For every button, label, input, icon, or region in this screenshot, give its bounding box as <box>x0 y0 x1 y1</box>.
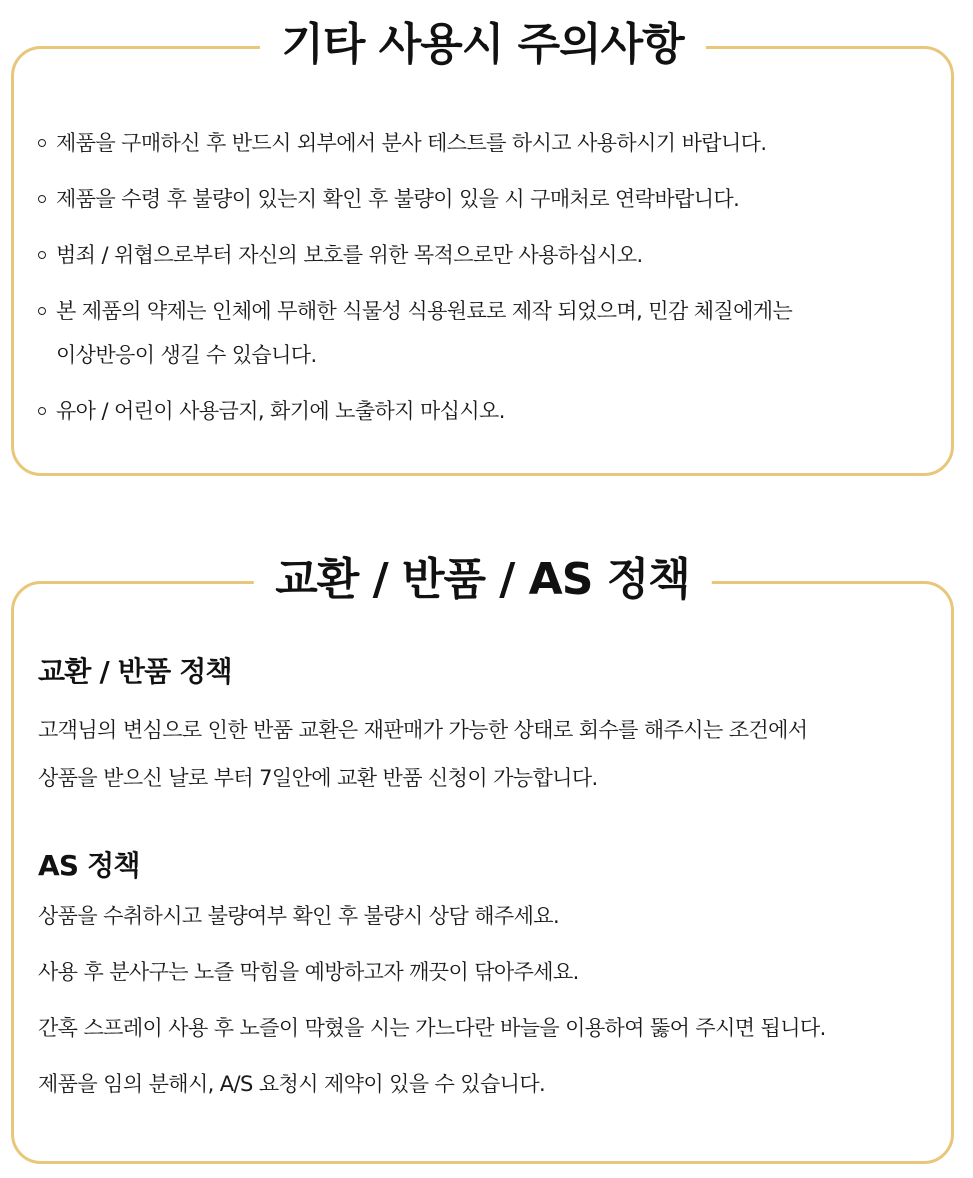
policy-body <box>38 652 931 1122</box>
caution-list <box>38 121 931 445</box>
exchange-policy-heading: 교환 / 반품 정책 <box>38 655 232 688</box>
bullet-circle-icon <box>38 307 46 315</box>
as-policy-heading: AS 정책 <box>38 849 140 882</box>
caution-item-text: 제품을 구매하신 후 반드시 외부에서 분사 테스트를 하시고 사용하시기 바랍니다. <box>56 131 767 155</box>
caution-item-text-line1: 본 제품의 약제는 인체에 무해한 식물성 식용원료로 제작 되었으며, 민감 체질에게는 <box>56 299 793 323</box>
caution-item <box>38 121 931 165</box>
caution-section <box>11 19 954 476</box>
caution-item <box>38 233 931 277</box>
caution-item-text-line2: 이상반응이 생길 수 있습니다. <box>56 343 317 367</box>
bullet-circle-icon <box>38 407 46 415</box>
caution-item-text: 유아 / 어린이 사용금지, 화기에 노출하지 마십시오. <box>56 399 505 423</box>
caution-item <box>38 289 931 377</box>
policy-section <box>11 554 954 1164</box>
exchange-policy-line1: 고객님의 변심으로 인한 반품 교환은 재판매가 가능한 상태로 회수를 해주시는 조건에서 <box>38 718 808 742</box>
as-policy-list <box>38 898 931 1102</box>
as-policy-item: 상품을 수취하시고 불량여부 확인 후 불량시 상담 해주세요. <box>38 904 560 928</box>
caution-title: 기타 사용시 주의사항 <box>259 13 705 77</box>
bullet-circle-icon <box>38 195 46 203</box>
caution-item <box>38 177 931 221</box>
bullet-circle-icon <box>38 251 46 259</box>
caution-item <box>38 389 931 433</box>
exchange-policy-line2: 상품을 받으신 날로 부터 7일안에 교환 반품 신청이 가능합니다. <box>38 766 598 790</box>
as-policy-item: 제품을 임의 분해시, A/S 요청시 제약이 있을 수 있습니다. <box>38 1072 546 1096</box>
as-policy-item: 간혹 스프레이 사용 후 노즐이 막혔을 시는 가느다란 바늘을 이용하여 뚫어 주시면 됩니다. <box>38 1016 826 1040</box>
as-policy-item: 사용 후 분사구는 노즐 막힘을 예방하고자 깨끗이 닦아주세요. <box>38 960 579 984</box>
caution-item-text: 범죄 / 위협으로부터 자신의 보호를 위한 목적으로만 사용하십시오. <box>56 243 643 267</box>
bullet-circle-icon <box>38 139 46 147</box>
exchange-policy-text <box>38 706 931 802</box>
caution-item-text: 제품을 수령 후 불량이 있는지 확인 후 불량이 있을 시 구매처로 연락바랍니다. <box>56 187 740 211</box>
policy-title: 교환 / 반품 / AS 정책 <box>253 548 712 612</box>
